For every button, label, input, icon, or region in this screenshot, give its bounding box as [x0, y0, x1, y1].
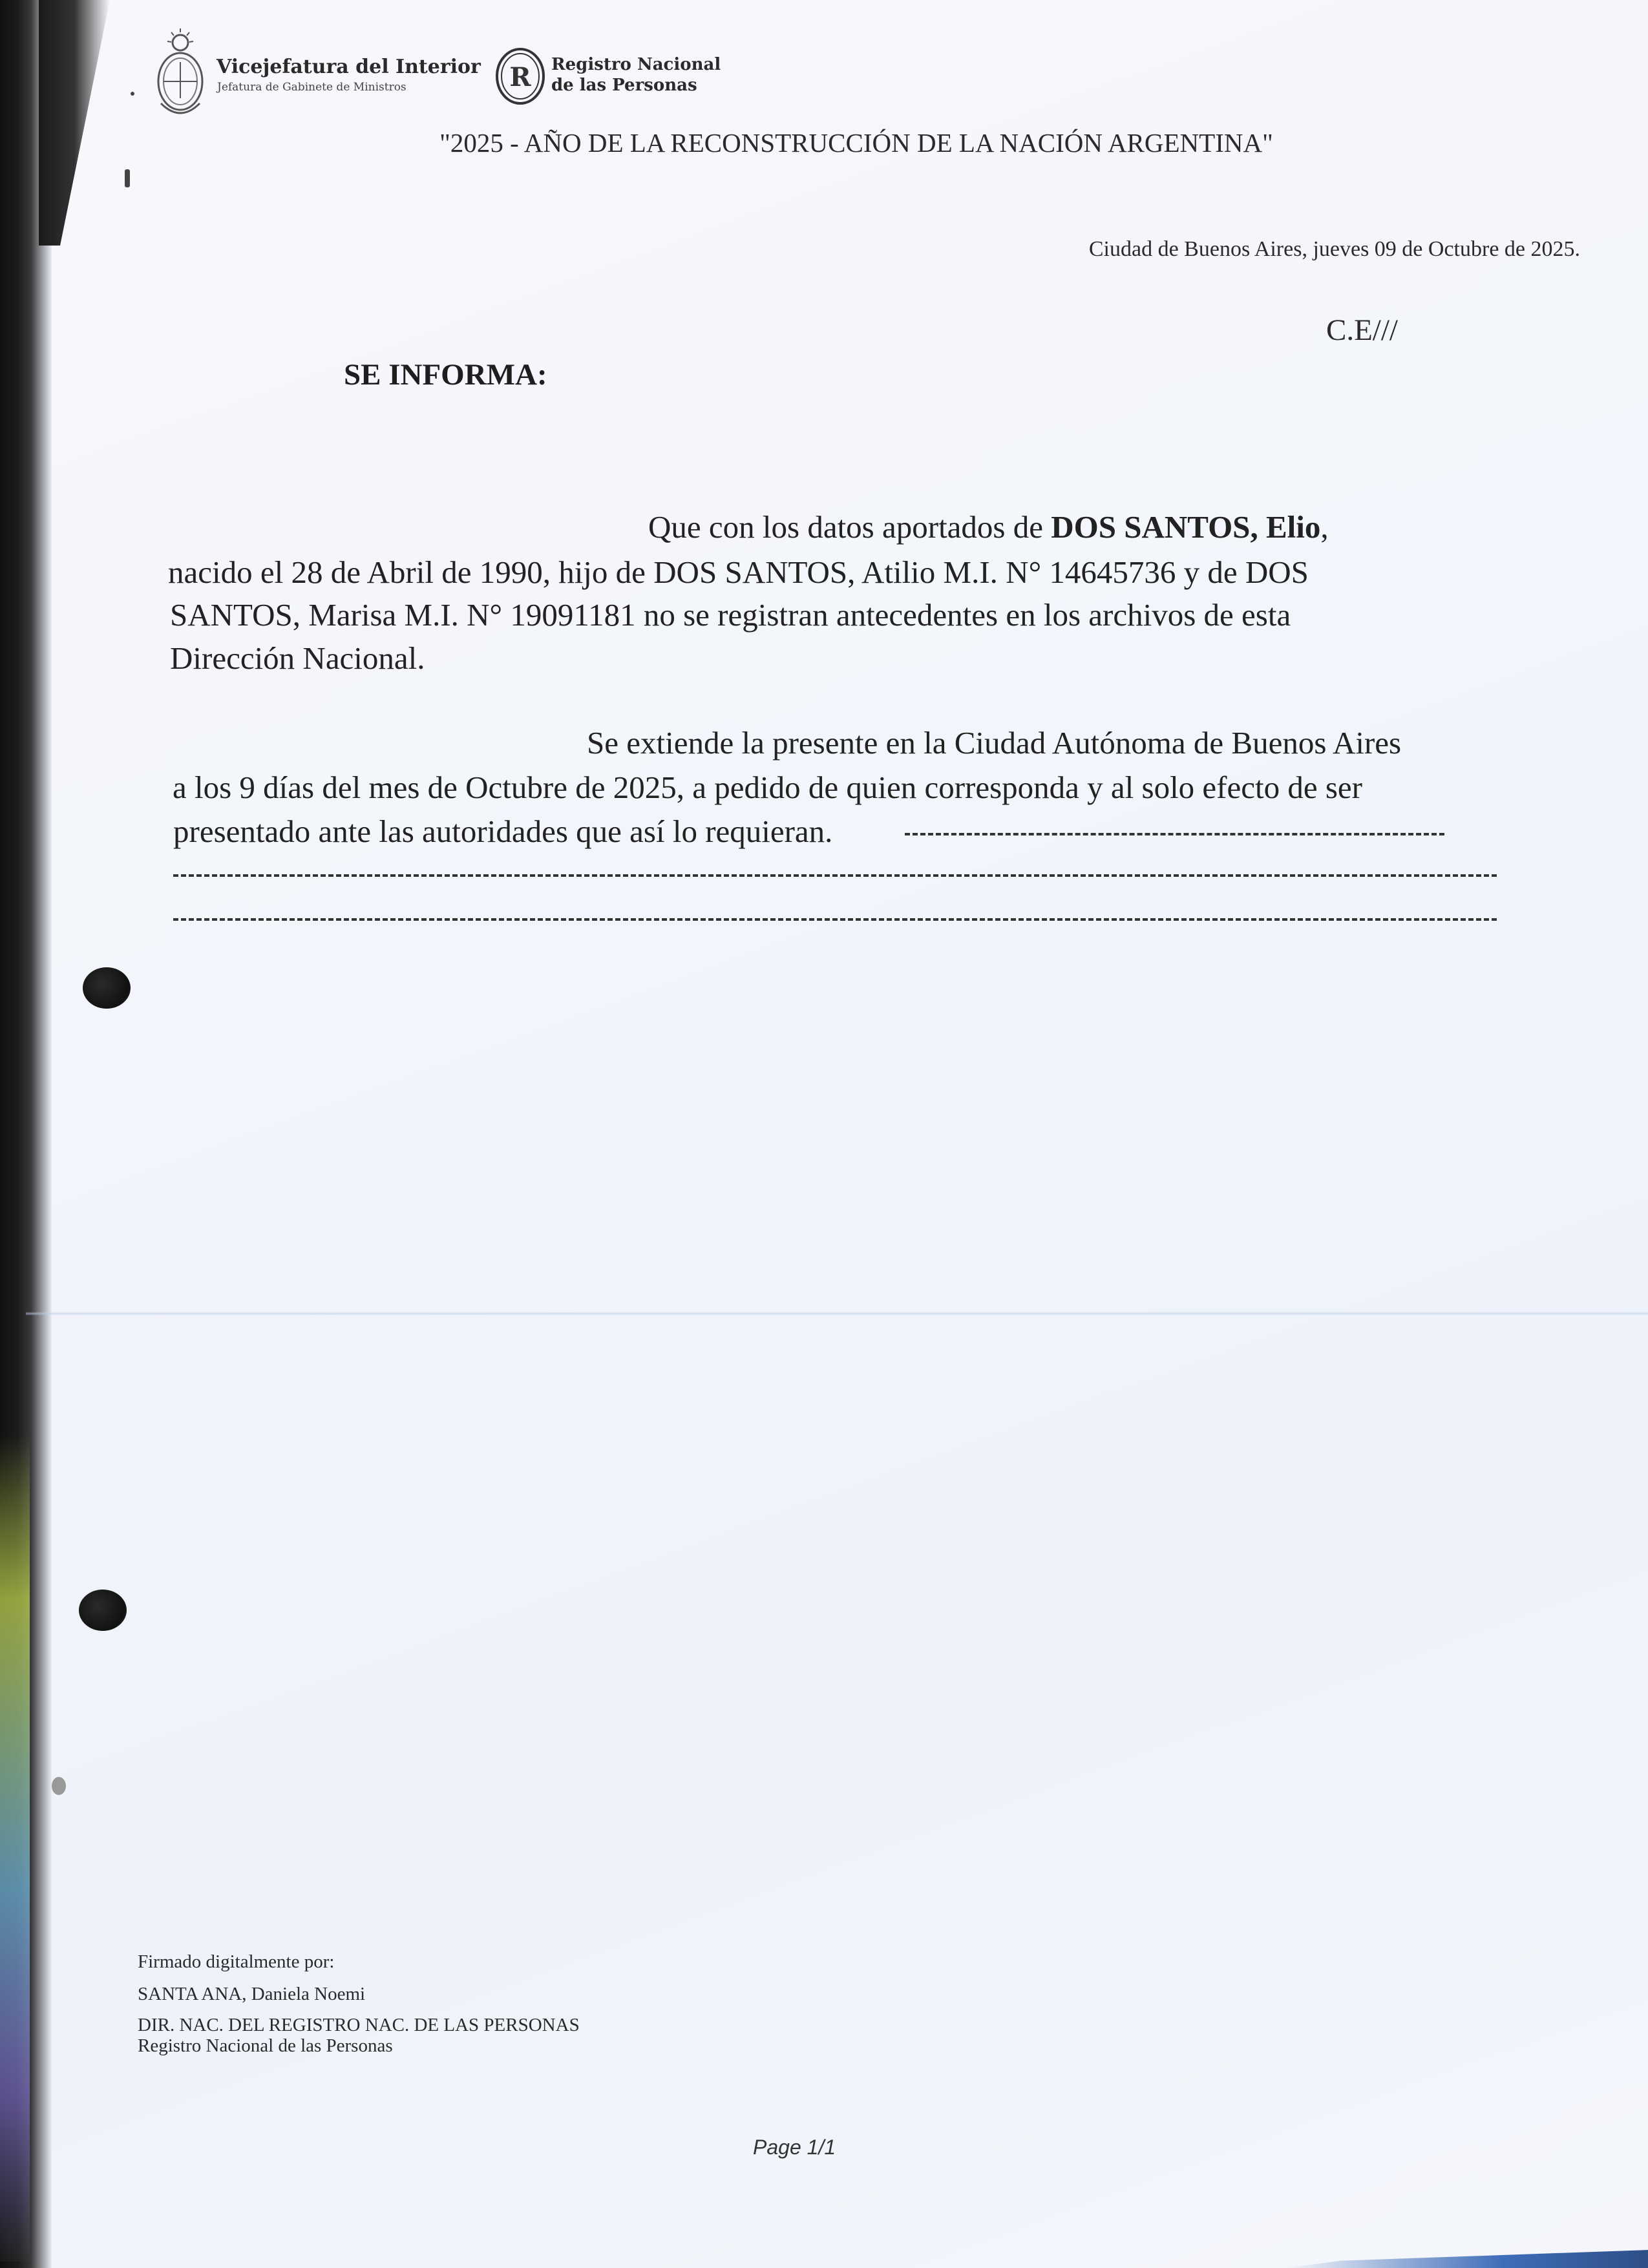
argentina-coat-of-arms-icon — [152, 26, 209, 118]
registro-nacional-logo-icon — [494, 47, 546, 105]
fill-dashes — [173, 874, 1497, 877]
speck — [125, 169, 130, 187]
subject-name: DOS SANTOS, Elio — [1051, 509, 1321, 545]
paragraph1-line1 — [648, 509, 1329, 545]
signer-name: SANTA ANA, Daniela Noemi — [138, 1984, 366, 2004]
speck — [131, 92, 134, 96]
date-line: Ciudad de Buenos Aires, jueves 09 de Octubre de 2025. — [1088, 237, 1580, 261]
year-motto: "2025 - AÑO DE LA RECONSTRUCCIÓN DE LA NACIÓN ARGENTINA" — [439, 128, 1273, 158]
speck — [52, 1777, 66, 1795]
heading: SE INFORMA: — [344, 358, 547, 392]
fill-dashes — [173, 918, 1497, 921]
scan-light-artifact — [0, 1434, 30, 2262]
paragraph1-line4: Dirección Nacional. — [170, 640, 425, 676]
reference-code: C.E/// — [1326, 313, 1398, 347]
registry-title — [551, 54, 721, 96]
punch-hole-top — [83, 967, 131, 1009]
paragraph1-line2: nacido el 28 de Abril de 1990, hijo de DOS SANTOS, Atilio M.I. N° 14645736 y de DOS — [168, 554, 1309, 590]
paragraph2-line2: a los 9 días del mes de Octubre de 2025, a pedido de quien corresponda y al solo efecto de ser — [173, 770, 1362, 805]
paper-fold-line — [26, 1312, 1648, 1316]
registry-title-line1: Registro Nacional — [551, 55, 721, 74]
fill-dashes — [905, 833, 1444, 835]
paragraph2-line3: presentado ante las autoridades que así lo requieran. — [173, 814, 833, 849]
paragraph1-prefix: Que con los datos aportados de — [648, 509, 1051, 545]
paragraph2-line1: Se extiende la presente en la Ciudad Autónoma de Buenos Aires — [587, 725, 1402, 761]
punch-hole-bottom — [79, 1590, 127, 1631]
paragraph1-line3: SANTOS, Marisa M.I. N° 19091181 no se registran antecedentes en los archivos de esta — [170, 597, 1291, 633]
page-number: Page 1/1 — [753, 2136, 836, 2159]
registry-title-line2: de las Personas — [551, 76, 697, 95]
digital-signature-block — [138, 1949, 580, 2059]
org-title: Vicejefatura del Interior — [217, 56, 481, 78]
document-page — [26, 0, 1648, 2268]
svg-text:R: R — [509, 62, 531, 92]
signature-label: Firmado digitalmente por: — [138, 1951, 335, 1972]
paragraph1-comma: , — [1320, 509, 1329, 545]
signer-title: DIR. NAC. DEL REGISTRO NAC. DE LAS PERSONAS — [138, 2015, 580, 2035]
org-subtitle: Jefatura de Gabinete de Ministros — [217, 81, 407, 94]
signer-office: Registro Nacional de las Personas — [138, 2035, 393, 2056]
